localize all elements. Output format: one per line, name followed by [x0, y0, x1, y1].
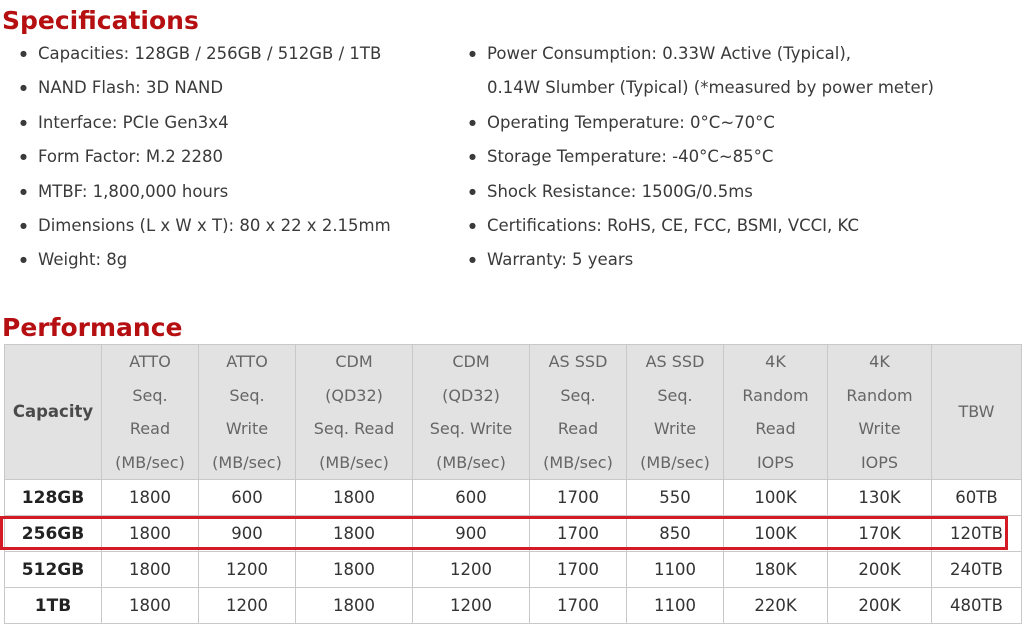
spec-item-mtbf: ● MTBF: 1,800,000 hours	[20, 175, 391, 209]
table-cell: 1800	[102, 552, 199, 588]
table-cell: 850	[627, 516, 724, 552]
cell-capacity: 256GB	[5, 516, 102, 552]
table-header	[5, 345, 1022, 480]
header-atto-seq-write: ATTO Seq. Write (MB/sec)	[199, 345, 296, 480]
cell-capacity: 128GB	[5, 480, 102, 516]
table-row	[5, 552, 1022, 588]
table-cell: 1700	[530, 516, 627, 552]
spec-item-shock-resistance: ● Shock Resistance: 1500G/0.5ms	[469, 175, 934, 209]
table-cell: 1100	[627, 552, 724, 588]
table-cell: 1700	[530, 480, 627, 516]
table-cell: 1200	[199, 588, 296, 624]
header-4k-random-read: 4K Random Read IOPS	[724, 345, 828, 480]
table-cell: 1200	[413, 588, 530, 624]
table-cell: 480TB	[932, 588, 1022, 624]
spec-item-dimensions: ● Dimensions (L x W x T): 80 x 22 x 2.15mm	[20, 209, 391, 243]
table-cell: 1700	[530, 552, 627, 588]
table-cell: 1800	[296, 480, 413, 516]
header-as-ssd-seq-read: AS SSD Seq. Read (MB/sec)	[530, 345, 627, 480]
spec-item-form-factor: ● Form Factor: M.2 2280	[20, 140, 391, 174]
header-cdm-seq-read: CDM (QD32) Seq. Read (MB/sec)	[296, 345, 413, 480]
spec-item-interface: ● Interface: PCIe Gen3x4	[20, 106, 391, 140]
table-cell: 1800	[296, 516, 413, 552]
header-row	[5, 345, 1022, 480]
header-cdm-seq-write: CDM (QD32) Seq. Write (MB/sec)	[413, 345, 530, 480]
spec-item-weight: ● Weight: 8g	[20, 243, 391, 277]
table-cell: 600	[199, 480, 296, 516]
table-cell: 1100	[627, 588, 724, 624]
performance-table	[4, 344, 1022, 624]
table-cell: 1800	[296, 588, 413, 624]
cell-capacity: 512GB	[5, 552, 102, 588]
table-row-highlighted	[5, 516, 1022, 552]
table-cell: 1800	[102, 588, 199, 624]
header-atto-seq-read: ATTO Seq. Read (MB/sec)	[102, 345, 199, 480]
table-cell: 1800	[102, 480, 199, 516]
spec-item-operating-temperature: ● Operating Temperature: 0°C~70°C	[469, 106, 934, 140]
table-cell: 130K	[828, 480, 932, 516]
table-row	[5, 588, 1022, 624]
table-cell: 600	[413, 480, 530, 516]
spec-item-certifications: ● Certifications: RoHS, CE, FCC, BSMI, VCCI, KC	[469, 209, 934, 243]
spec-item-power-consumption-cont: 0.14W Slumber (Typical) (*measured by power meter)	[487, 78, 934, 98]
table-cell: 1200	[413, 552, 530, 588]
table-row	[5, 480, 1022, 516]
table-cell: 200K	[828, 552, 932, 588]
cell-capacity: 1TB	[5, 588, 102, 624]
spec-item-storage-temperature: ● Storage Temperature: -40°C~85°C	[469, 140, 934, 174]
spec-item-warranty: ● Warranty: 5 years	[469, 243, 934, 277]
table-cell: 120TB	[932, 516, 1022, 552]
table-cell: 220K	[724, 588, 828, 624]
spec-item-nand-flash: ● NAND Flash: 3D NAND	[20, 71, 391, 105]
table-cell: 100K	[724, 516, 828, 552]
table-cell: 1800	[102, 516, 199, 552]
table-cell: 240TB	[932, 552, 1022, 588]
performance-heading: Performance	[2, 313, 183, 342]
spec-item-power-consumption: ● Power Consumption: 0.33W Active (Typical),	[469, 37, 934, 71]
table-cell: 900	[199, 516, 296, 552]
header-capacity: Capacity	[5, 345, 102, 480]
table-cell: 900	[413, 516, 530, 552]
table-cell: 1800	[296, 552, 413, 588]
table-cell: 60TB	[932, 480, 1022, 516]
spec-item-capacities: ● Capacities: 128GB / 256GB / 512GB / 1TB	[20, 37, 391, 71]
header-as-ssd-seq-write: AS SSD Seq. Write (MB/sec)	[627, 345, 724, 480]
header-4k-random-write: 4K Random Write IOPS	[828, 345, 932, 480]
spec-list-right	[469, 37, 934, 278]
table-cell: 170K	[828, 516, 932, 552]
table-cell: 180K	[724, 552, 828, 588]
specifications-heading: Specifications	[2, 6, 199, 35]
header-tbw: TBW	[932, 345, 1022, 480]
spec-list-left	[20, 37, 391, 278]
table-cell: 550	[627, 480, 724, 516]
table-cell: 200K	[828, 588, 932, 624]
table-cell: 1700	[530, 588, 627, 624]
table-cell: 100K	[724, 480, 828, 516]
table-cell: 1200	[199, 552, 296, 588]
table-body	[5, 480, 1022, 624]
